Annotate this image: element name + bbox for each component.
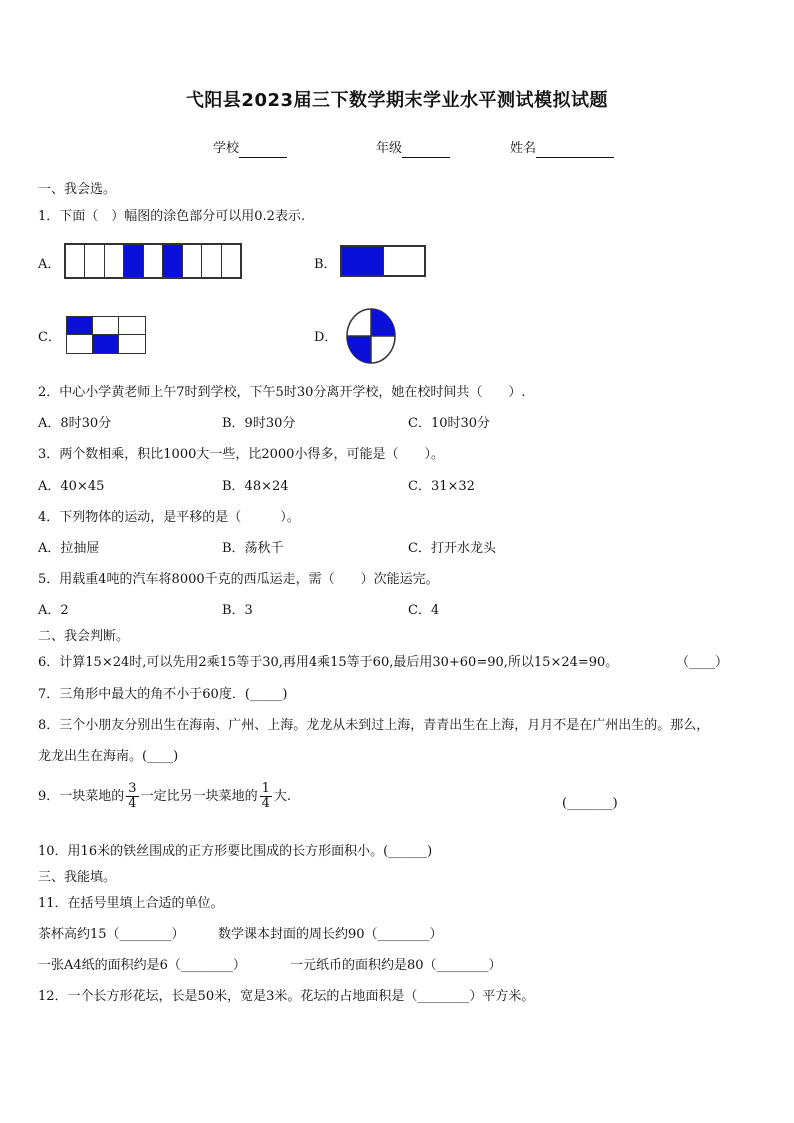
q2-option-c[interactable]: C．10时30分	[408, 416, 491, 431]
shaded-cell	[342, 247, 384, 275]
q1-option-c-label: C．	[38, 330, 61, 345]
q2-option-b[interactable]: B．9时30分	[222, 416, 296, 431]
blank-cell	[93, 317, 119, 335]
q5-option-c[interactable]: C．4	[408, 603, 440, 618]
question-11: 11．在括号里填上合适的单位。	[38, 896, 224, 911]
blank-cell	[66, 245, 85, 277]
blank-cell	[183, 245, 202, 277]
q4-option-b[interactable]: B．荡秋千	[222, 541, 284, 556]
q4-option-a[interactable]: A．拉抽屉	[38, 541, 100, 556]
q9-fraction-2-denominator: 4	[261, 796, 270, 811]
q3-option-c[interactable]: C．31×32	[408, 479, 475, 494]
q11-item-book-perimeter[interactable]: 数学课本封面的周长约90（________）	[218, 927, 443, 942]
q1-option-d-label: D．	[314, 330, 338, 345]
name-field	[510, 140, 614, 158]
shaded-cell	[124, 245, 143, 277]
blank-cell	[119, 335, 145, 353]
question-1: 1．下面（ ）幅图的涂色部分可以用0.2表示.	[38, 209, 306, 224]
grade-field	[376, 140, 450, 158]
q9-fraction-2-numerator: 1	[261, 781, 270, 796]
blank-cell	[384, 247, 425, 275]
q9-text-mid: 一定比另一块菜地的	[140, 788, 258, 804]
blank-cell	[85, 245, 104, 277]
grade-label: 年级	[376, 141, 403, 156]
grade-blank[interactable]	[402, 143, 450, 158]
q9-text-pre: 9．一块菜地的	[38, 788, 125, 804]
question-2: 2．中心小学黄老师上午7时到学校，下午5时30分离开学校，她在校时间共（ ）.	[38, 385, 526, 400]
question-3: 3．两个数相乘，积比1000大一些，比2000小得多，可能是（ ）。	[38, 447, 444, 462]
q1-option-b-label: B．	[314, 257, 337, 272]
q3-option-b[interactable]: B．48×24	[222, 479, 289, 494]
blank-cell	[105, 245, 124, 277]
section-heading-judge: 二、我会判断。	[38, 629, 130, 644]
q9-fraction-1-denominator: 4	[128, 796, 137, 811]
question-12: 12．一个长方形花坛，长是50米，宽是3米。花坛的占地面积是（________）平方米。	[38, 989, 535, 1004]
q1-figure-a[interactable]	[64, 243, 242, 279]
q6-answer-blank[interactable]: （____）	[676, 655, 729, 670]
q3-option-a[interactable]: A．40×45	[38, 479, 105, 494]
question-8-line-2: 龙龙出生在海南。(____)	[38, 749, 179, 764]
school-label: 学校	[213, 141, 240, 156]
section-heading-fill: 三、我能填。	[38, 870, 117, 885]
q5-option-a[interactable]: A．2	[38, 603, 69, 618]
blank-cell	[222, 245, 240, 277]
q1-figure-c[interactable]	[66, 316, 146, 354]
name-label: 姓名	[510, 141, 537, 156]
q2-option-a[interactable]: A．8时30分	[38, 416, 112, 431]
shaded-cell	[93, 335, 119, 353]
blank-cell	[67, 335, 93, 353]
question-6: 6．计算15×24时,可以先用2乘15等于30,再用4乘15等于60,最后用30+60=90,所以15×24=90。	[38, 655, 619, 670]
question-5: 5．用载重4吨的汽车将8000千克的西瓜运走，需（ ）次能运完。	[38, 572, 439, 587]
school-blank[interactable]	[239, 143, 287, 158]
q9-answer-blank[interactable]: (_______)	[562, 796, 618, 811]
shaded-cell	[163, 245, 182, 277]
blank-cell	[144, 245, 163, 277]
q11-item-cup-height[interactable]: 茶杯高约15（________）	[38, 927, 185, 942]
q1-option-a-label: A．	[38, 257, 61, 272]
blank-cell	[202, 245, 221, 277]
blank-cell	[119, 317, 145, 335]
q9-fraction-2	[260, 782, 272, 811]
q9-fraction-1-numerator: 3	[128, 781, 137, 796]
section-heading-choose: 一、我会选。	[38, 182, 117, 197]
school-field	[213, 140, 287, 158]
q1-figure-d[interactable]	[345, 307, 397, 365]
q9-text-post: 大.	[273, 788, 291, 804]
q11-item-a4-area[interactable]: 一张A4纸的面积约是6（________）	[38, 958, 246, 973]
question-9	[38, 782, 291, 811]
q9-fraction-1	[126, 782, 138, 811]
q4-option-c[interactable]: C．打开水龙头	[408, 541, 496, 556]
quarter-bottom-left	[347, 336, 371, 363]
q5-option-b[interactable]: B．3	[222, 603, 253, 618]
name-blank[interactable]	[536, 143, 614, 158]
page-title: 弋阳县2023届三下数学期末学业水平测试模拟试题	[185, 90, 609, 111]
question-4: 4．下列物体的运动，是平移的是（ ）。	[38, 510, 300, 525]
q11-item-banknote-area[interactable]: 一元纸币的面积约是80（________）	[290, 958, 502, 973]
question-7: 7．三角形中最大的角不小于60度．(_____)	[38, 687, 288, 702]
question-8-line-1: 8．三个小朋友分别出生在海南、广州、上海。龙龙从未到过上海，青青出生在上海，月月不是在广州出生的。那么，	[38, 718, 710, 733]
quarter-top-right	[371, 309, 395, 336]
q1-figure-b[interactable]	[340, 245, 426, 277]
question-10: 10．用16米的铁丝围成的正方形要比围成的长方形面积小。(______)	[38, 844, 433, 859]
shaded-cell	[67, 317, 93, 335]
